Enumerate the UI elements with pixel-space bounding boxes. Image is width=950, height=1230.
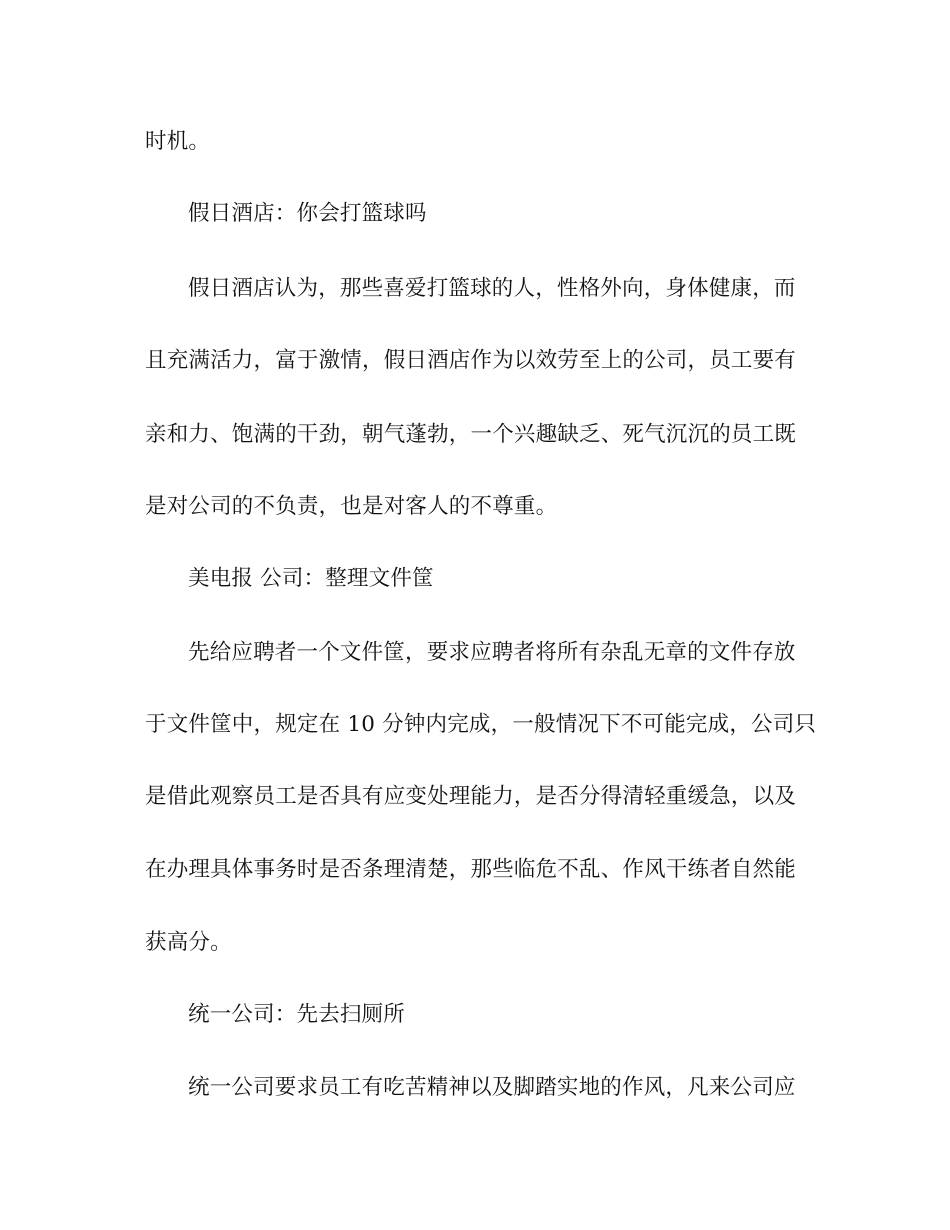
section-heading-uni-president: 统一公司：先去扫厕所 — [188, 1002, 406, 1027]
text-line: 假日酒店认为，那些喜爱打篮球的人，性格外向，身体健康，而 — [188, 276, 796, 301]
text-line: 于文件筐中，规定在 10 分钟内完成，一般情况下不可能完成，公司只 — [145, 712, 817, 737]
text-line: 时机。 — [145, 129, 211, 154]
text-line: 亲和力、饱满的干劲，朝气蓬勃，一个兴趣缺乏、死气沉沉的员工既 — [145, 422, 797, 447]
text-line: 在办理具体事务时是否条理清楚，那些临危不乱、作风干练者自然能 — [145, 857, 797, 882]
text-line: 且充满活力，富于激情，假日酒店作为以效劳至上的公司，员工要有 — [145, 348, 797, 373]
text-line: 统一公司要求员工有吃苦精神以及脚踏实地的作风，凡来公司应 — [188, 1075, 796, 1100]
text-line: 是对公司的不负责，也是对客人的不尊重。 — [145, 494, 558, 519]
text-line: 先给应聘者一个文件筐，要求应聘者将所有杂乱无章的文件存放 — [188, 640, 796, 665]
section-heading-holiday-inn: 假日酒店：你会打篮球吗 — [188, 201, 427, 226]
text-line: 获高分。 — [145, 930, 232, 955]
text-line: 是借此观察员工是否具有应变处理能力，是否分得清轻重缓急，以及 — [145, 784, 797, 809]
section-heading-telegraph: 美电报 公司：整理文件筐 — [188, 566, 434, 591]
